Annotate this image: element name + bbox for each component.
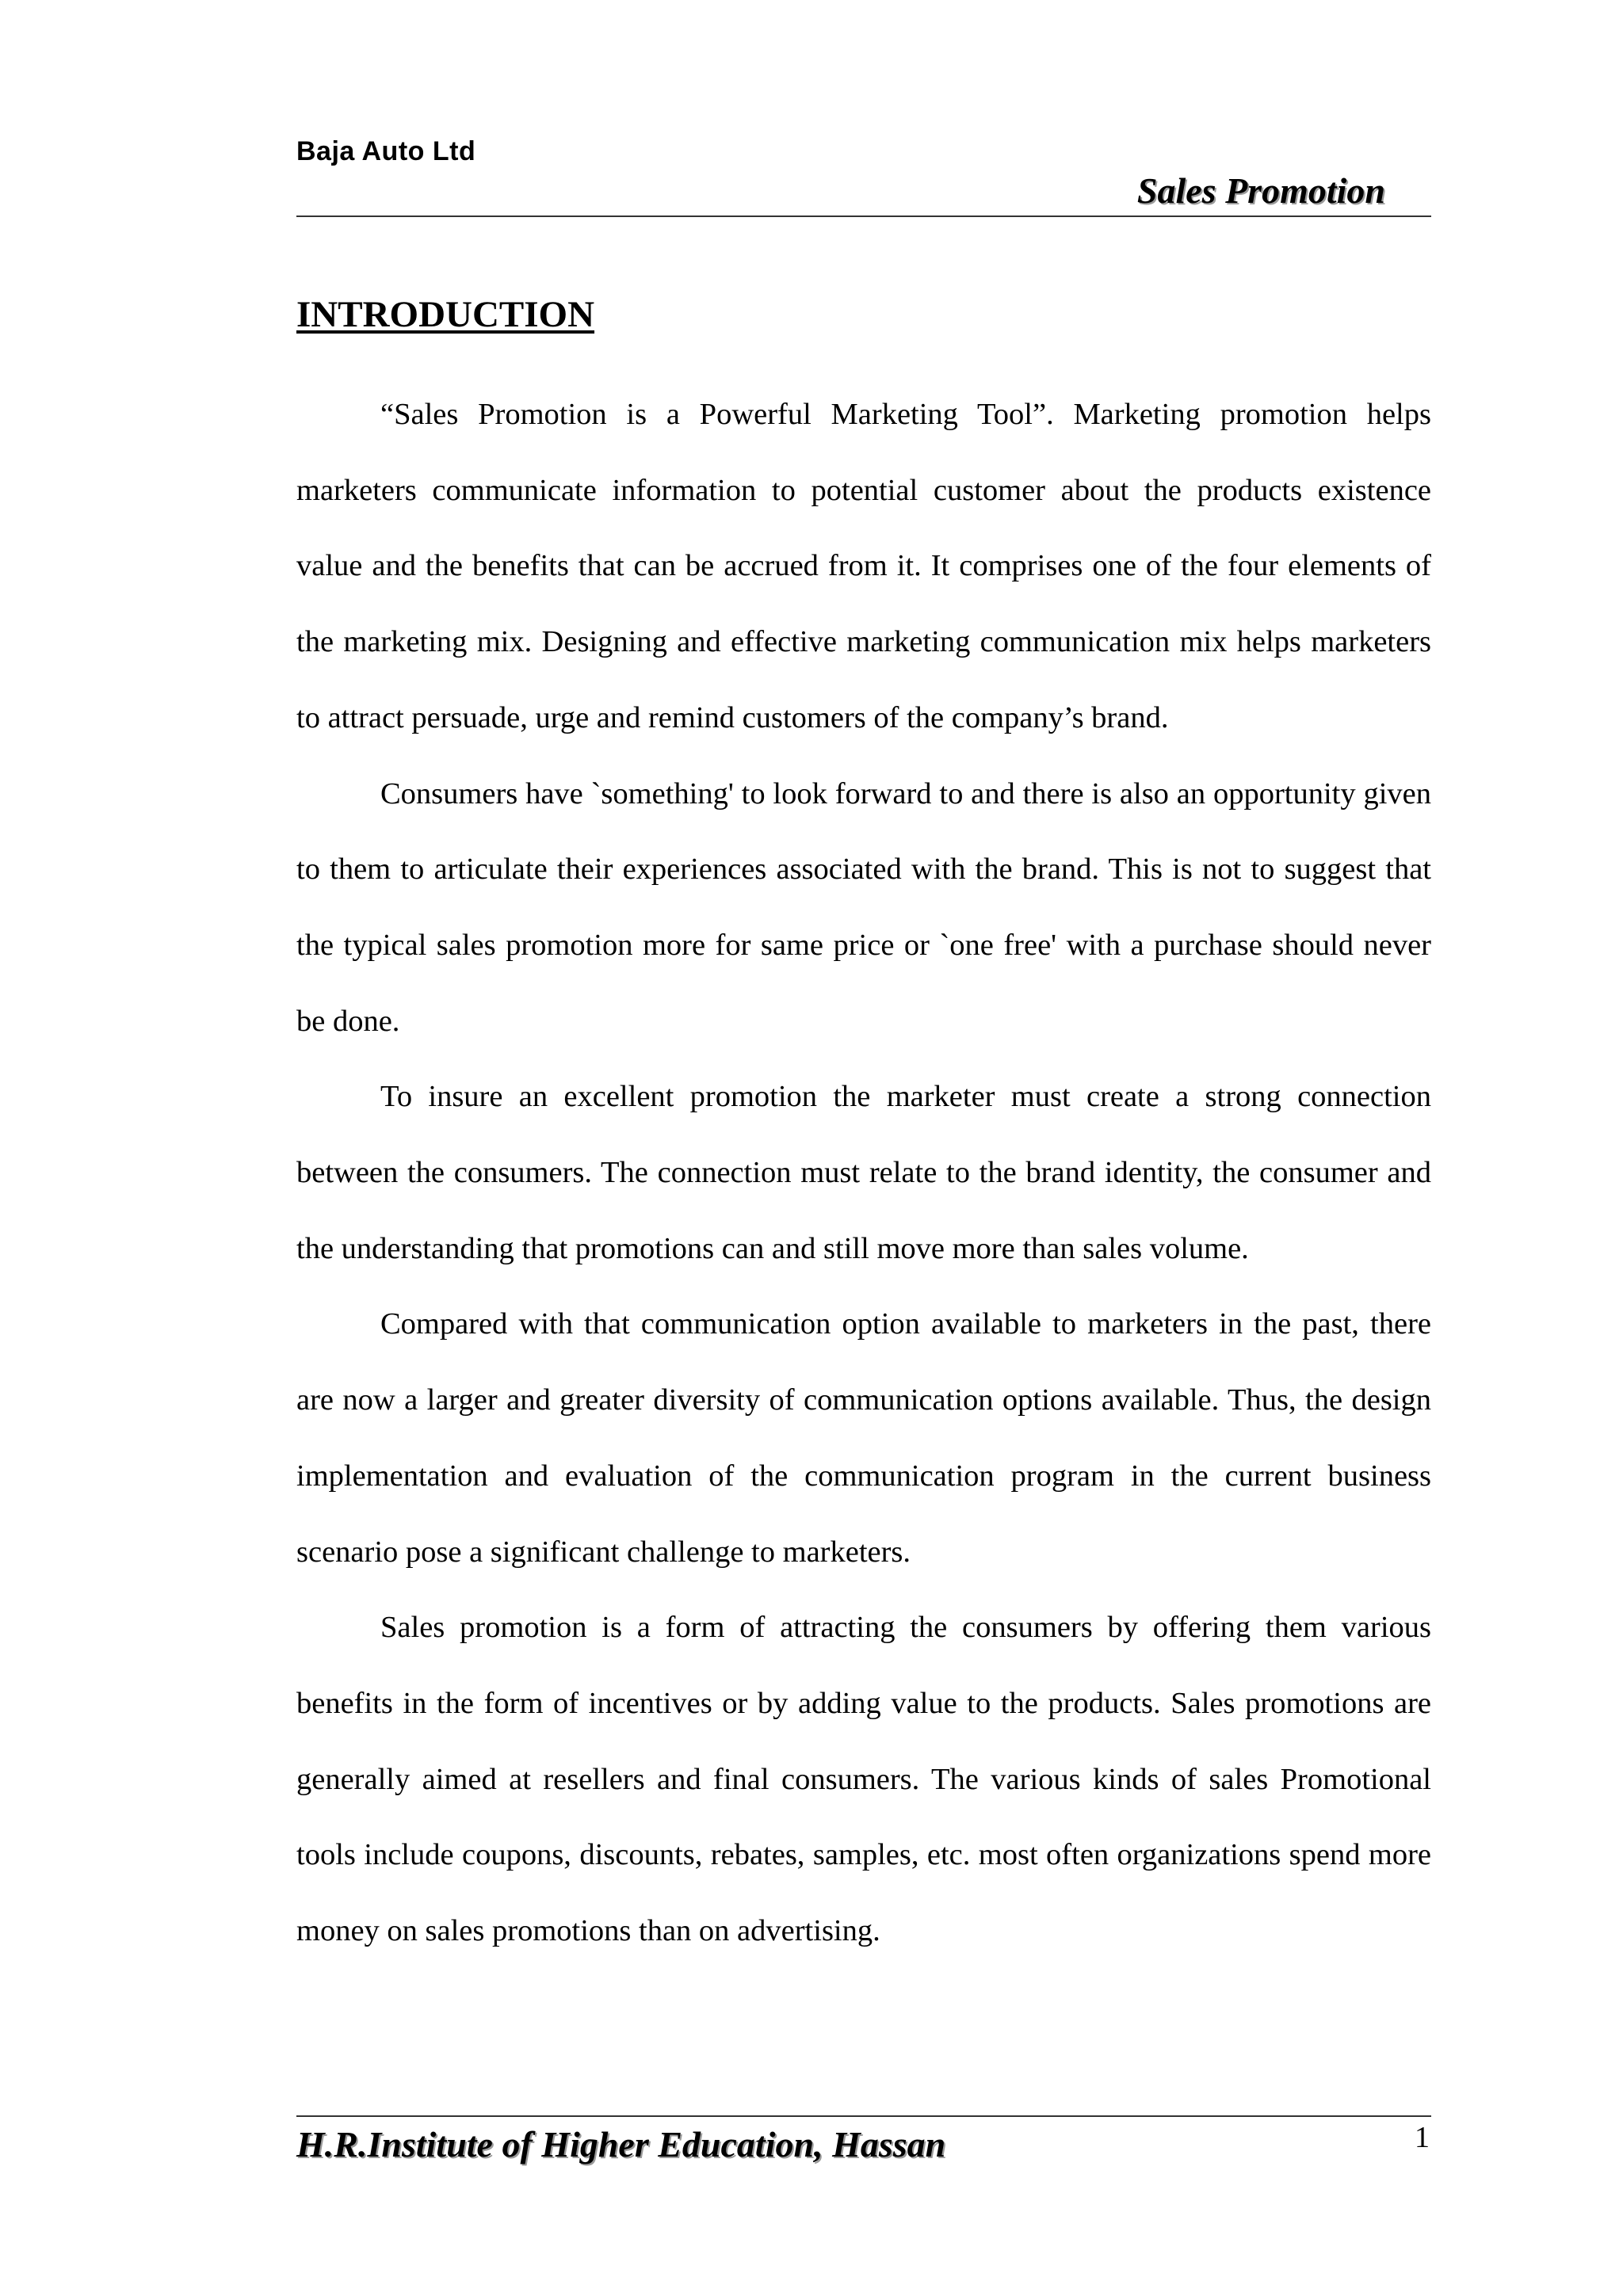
paragraph-2: Consumers have `something' to look forward to and there is also an opportunity given to them to articulate their experiences associated with the brand. This is not to suggest that the typical sales promotion more for same price or `one free' with a purchase should never be done. xyxy=(296,776,1431,1038)
header-divider xyxy=(296,215,1431,217)
header-company: Baja Auto Ltd xyxy=(296,136,476,166)
header-section-title: Sales Promotion xyxy=(1136,170,1385,211)
paragraph-5: Sales promotion is a form of attracting the consumers by offering them various benefits in the form of incentives or by adding value to the products. Sales promotions are generally aimed at resellers and final consumers. The various kinds of sales Promotional tools include coupons, discounts, rebates, samples, etc. most often organizations spend more money on sales promotions than on advertising. xyxy=(296,1611,1431,1948)
paragraph-3: To insure an excellent promotion the marketer must create a strong connection between the consumers. The connection must relate to the brand identity, the consumer and the understanding that promotions can and still move more than sales volume. xyxy=(296,1080,1431,1265)
body-text xyxy=(296,377,1431,1970)
paragraph-4: Compared with that communication option available to marketers in the past, there are now a larger and greater diversity of communication options available. Thus, the design implementation and evaluation of the communication program in the current business scenario pose a significant challenge to marketers. xyxy=(296,1307,1431,1569)
paragraph-1: “Sales Promotion is a Powerful Marketing Tool”. Marketing promotion helps marketers communicate information to potential customer about the products existence value and the benefits that can be accrued from it. It comprises one of the four elements of the marketing mix. Designing and effective marketing communication mix helps marketers to attract persuade, urge and remind customers of the company’s brand. xyxy=(296,398,1431,734)
footer-divider xyxy=(296,2115,1431,2117)
page-number: 1 xyxy=(1415,2121,1430,2154)
footer-institution: H.R.Institute of Higher Education, Hassan xyxy=(296,2124,946,2164)
section-heading: INTRODUCTION xyxy=(296,294,595,335)
